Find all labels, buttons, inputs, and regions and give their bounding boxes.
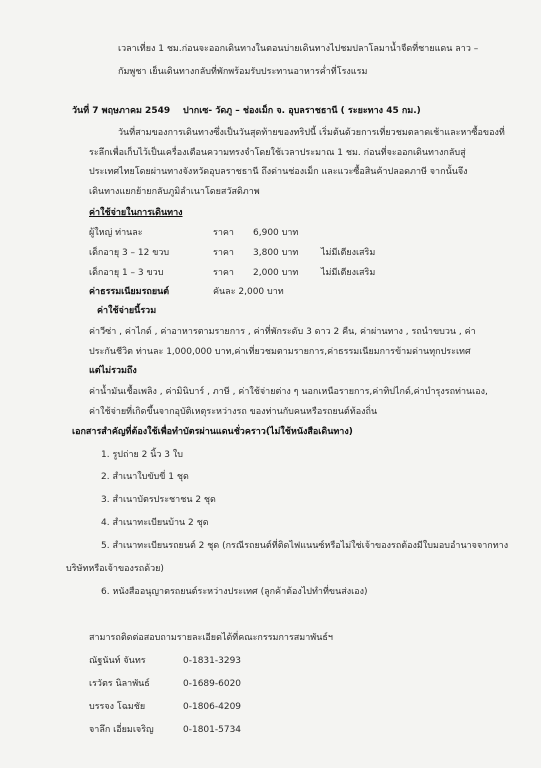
contact-phone: 0-1801-5734	[183, 725, 242, 735]
costs-heading: ค่าใช้จ่ายในการเดินทาง	[89, 208, 183, 218]
contact-name: บรรจง โฉมชัย	[89, 702, 146, 712]
contact-phone: 0-1831-3293	[183, 656, 242, 666]
document-item: 2. สำเนาใบขับขี่ 1 ชุด	[101, 472, 189, 482]
day-paragraph-line-3: ประเทศไทยโดยผ่านทางจังหวัดอุบลราชธานี ถึงด่านช่องเม็ก และแวะซื้อสินค้าปลอดภาษี จากนั้นจึง	[89, 167, 468, 177]
excluded-line-2: ค่าใช้จ่ายที่เกิดขึ้นจากอุบัติเหตุระหว่างรถ ของท่านกับคนหรือรถยนต์ท้องถิ่น	[89, 407, 378, 417]
document-item: 4. สำเนาทะเบียนบ้าน 2 ชุด	[101, 518, 209, 528]
document-item: 1. รูปถ่าย 2 นิ้ว 3 ใบ	[101, 450, 183, 460]
cost-amount: 3,800 บาท	[253, 248, 299, 258]
day-paragraph-line-1: วันที่สามของการเดินทางซึ่งเป็นวันสุดท้ายของทริปนี้ เริ่มต้นด้วยการเที่ยวชมตลาดเช้าและหาซื้อของที่	[118, 128, 505, 138]
cost-note: ไม่มีเตียงเสริม	[321, 268, 376, 278]
included-line-1: ค่าวีซ่า , ค่าไกด์ , ค่าอาหารตามรายการ , ค่าที่พักระดับ 3 ดาว 2 คืน, ค่าผ่านทาง , รถนำขบวน , ค่า	[89, 327, 476, 337]
contact-name: จาลึก เอี่ยมเจริญ	[89, 725, 154, 735]
contact-phone: 0-1689-6020	[183, 679, 242, 689]
document-item: 3. สำเนาบัตรประชาชน 2 ชุด	[101, 495, 216, 505]
cost-label: เด็กอายุ 1 – 3 ขวบ	[89, 268, 164, 278]
document-item: 5. สำเนาทะเบียนรถยนต์ 2 ชุด (กรณีรถยนต์ที่ติดไฟแนนซ์หรือไม่ใช่เจ้าของรถต้องมีใบมอบอำนาจจากทาง	[101, 541, 509, 551]
cost-amount: 2,000 บาท	[253, 268, 299, 278]
cost-price-label: ราคา	[213, 268, 234, 278]
vehicle-fee-value: คันละ 2,000 บาท	[213, 287, 284, 297]
contact-intro: สามารถติดต่อสอบถามรายละเอียดได้ที่คณะกรรมการสมาพันธ์ฯ	[89, 633, 333, 643]
excluded-line-1: ค่าน้ำมันเชื้อเพลิง , ค่ามินิบาร์ , ภาษี , ค่าใช้จ่ายต่าง ๆ นอกเหนือรายการ,ค่าทิปไกด์,ค่าบำรุงรถท่านเอง,	[89, 387, 488, 397]
day-paragraph-line-4: เดินทางแยกย้ายกลับภูมิลำเนาโดยสวัสดิภาพ	[89, 187, 260, 197]
day-route: ปากเซ- วัดภู – ช่องเม็ก จ. อุบลราชธานี ( ระยะทาง 45 กม.)	[183, 106, 421, 116]
vehicle-fee-label: ค่าธรรมเนียมรถยนต์	[89, 287, 170, 297]
contact-name: ณัฐนันท์ จันทร	[89, 656, 146, 666]
day-paragraph-line-2: ระลึกเพื่อเก็บไว้เป็นเครื่องเตือนความทรงจำโดยใช้เวลาประมาณ 1 ชม. ก่อนที่จะออกเดินทางกลับสู่	[89, 148, 466, 158]
contact-phone: 0-1806-4209	[183, 702, 242, 712]
cost-note: ไม่มีเตียงเสริม	[321, 248, 376, 258]
included-line-2: ประกันชีวิต ท่านละ 1,000,000 บาท,ค่าเที่ยวชมตามรายการ,ค่าธรรมเนียมการข้ามด่านทุกประเทศ	[89, 347, 471, 357]
documents-heading: เอกสารสำคัญที่ต้องใช้เพื่อทำบัตรผ่านแดนชั่วคราว(ไม่ใช้หนังสือเดินทาง)	[72, 427, 353, 437]
cost-label: ผู้ใหญ่ ท่านละ	[89, 228, 143, 238]
cost-amount: 6,900 บาท	[253, 228, 299, 238]
document-item: 6. หนังสืออนุญาตรถยนต์ระหว่างประเทศ (ลูกค้าต้องไปทำที่ขนส่งเอง)	[101, 587, 368, 597]
cost-price-label: ราคา	[213, 248, 234, 258]
cost-label: เด็กอายุ 3 – 12 ขวบ	[89, 248, 170, 258]
cost-price-label: ราคา	[213, 228, 234, 238]
document-item-continued: บริษัทหรือเจ้าของรถด้วย)	[66, 564, 164, 574]
intro-line-1: เวลาเที่ยง 1 ชม.ก่อนจะออกเดินทางในตอนบ่ายเดินทางไปชมปลาโลมาน้ำจืดที่ชายแดน ลาว –	[118, 44, 479, 54]
contact-name: เรวัตร นิลาพันธ์	[89, 679, 150, 689]
day-date: วันที่ 7 พฤษภาคม 2549	[72, 106, 171, 116]
included-heading: ค่าใช้จ่ายนี้รวม	[97, 306, 157, 316]
intro-line-2: กัมพูชา เย็นเดินทางกลับที่พักพร้อมรับประทานอาหารค่ำที่โรงแรม	[118, 67, 368, 77]
excluded-heading: แต่ไม่รวมถึง	[89, 366, 137, 376]
